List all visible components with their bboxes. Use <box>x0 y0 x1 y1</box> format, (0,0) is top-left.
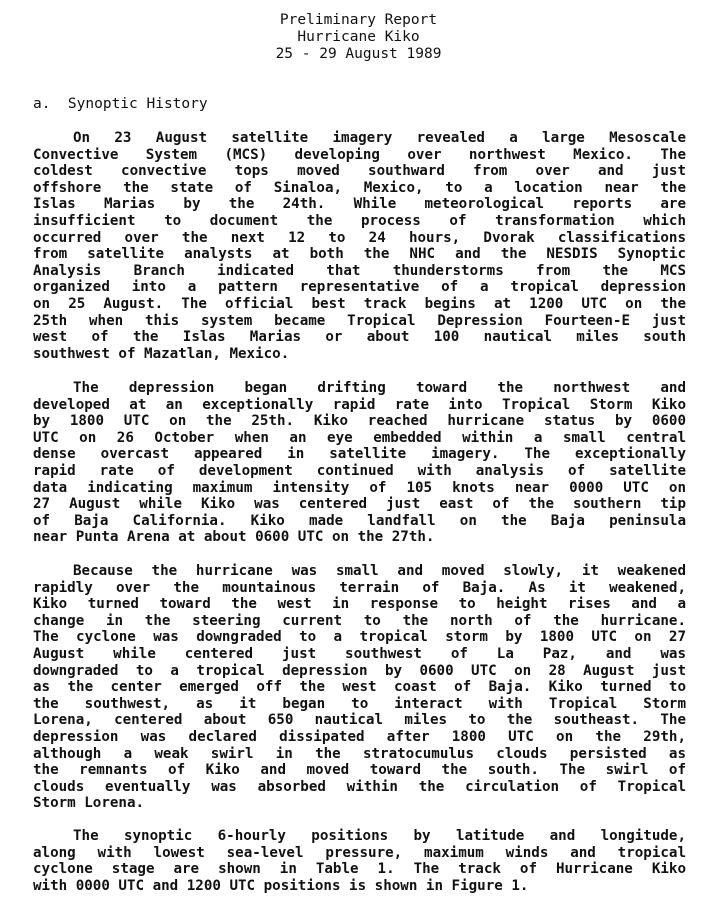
text-line: 27 August while Kiko was centered just east of the southern tip <box>33 496 686 513</box>
text-line: west of the Islas Marias or about 100 nautical miles south <box>33 329 686 346</box>
text-line: The depression began drifting toward the northwest and <box>73 380 686 396</box>
text-line: along with lowest sea-level pressure, maximum winds and tropical <box>33 844 686 861</box>
text-line: change in the steering current to the north of the hurricane. <box>33 612 686 629</box>
text-line: developed at an exceptionally rapid rate into Tropical Storm Kiko <box>33 396 686 413</box>
text-line: the southwest, as it began to interact with Tropical Storm <box>33 695 686 712</box>
text-line: as the center emerged off the west coast of Baja. Kiko turned to <box>33 679 686 696</box>
paragraph-1 <box>33 130 686 362</box>
section-heading: a. Synoptic History <box>33 96 208 112</box>
text-line: rapid rate of development continued with analysis of satellite <box>33 462 686 479</box>
text-line: the remnants of Kiko and moved toward the south. The swirl of <box>33 762 686 779</box>
text-line: near Punta Arena at about 0600 UTC on the 27th. <box>33 529 435 546</box>
text-line: Lorena, centered about 650 nautical miles to the southeast. The <box>33 712 686 729</box>
text-line: by 1800 UTC on the 25th. Kiko reached hurricane status by 0600 <box>33 413 686 430</box>
text-line: The cyclone was downgraded to a tropical storm by 1800 UTC on 27 <box>33 629 686 646</box>
paragraph-3 <box>33 563 686 812</box>
text-line: rapidly over the mountainous terrain of Baja. As it weakened, <box>33 579 686 596</box>
text-line: southwest of Mazatlan, Mexico. <box>33 345 290 362</box>
text-line: Convective System (MCS) developing over northwest Mexico. The <box>33 146 686 163</box>
text-line: coldest convective tops moved southward from over and just <box>33 163 686 180</box>
text-line: organized into a pattern representative of a tropical depression <box>33 279 686 296</box>
text-line: Because the hurricane was small and moved slowly, it weakened <box>73 563 686 579</box>
text-line: August while centered just southwest of La Paz, and was <box>33 645 686 662</box>
paragraph-4 <box>33 828 686 894</box>
text-line: On 23 August satellite imagery revealed a large Mesoscale <box>73 130 686 146</box>
text-line: downgraded to a tropical depression by 0600 UTC on 28 August just <box>33 662 686 679</box>
text-line: although a weak swirl in the stratocumulus clouds persisted as <box>33 745 686 762</box>
text-line: depression was declared dissipated after 1800 UTC on the 29th, <box>33 728 686 745</box>
text-line: on 25 August. The official best track begins at 1200 UTC on the <box>33 295 686 312</box>
text-line: of Baja California. Kiko made landfall on the Baja peninsula <box>33 512 686 529</box>
date-range: 25 - 29 August 1989 <box>275 46 442 62</box>
text-line: Kiko turned toward the west in response to height rises and a <box>33 596 686 613</box>
text-line: Islas Marias by the 24th. While meteorological reports are <box>33 196 686 213</box>
text-line: insufficient to document the process of transformation which <box>33 212 686 229</box>
text-line: UTC on 26 October when an eye embedded within a small central <box>33 429 686 446</box>
text-line: with 0000 UTC and 1200 UTC positions is shown in Figure 1. <box>33 877 529 894</box>
text-line: Analysis Branch indicated that thunderstorms from the MCS <box>33 262 686 279</box>
text-line: from satellite analysts at both the NHC and the NESDIS Synoptic <box>33 246 686 263</box>
report-title: Preliminary Report <box>279 12 438 28</box>
text-line: 25th when this system became Tropical Depression Fourteen-E just <box>33 312 686 329</box>
text-line: data indicating maximum intensity of 105 knots near 0000 UTC on <box>33 479 686 496</box>
storm-name: Hurricane Kiko <box>297 29 420 45</box>
text-line: cyclone stage are shown in Table 1. The track of Hurricane Kiko <box>33 861 686 878</box>
text-line: Storm Lorena. <box>33 795 145 812</box>
text-line: The synoptic 6-hourly positions by latitude and longitude, <box>73 828 686 844</box>
text-line: occurred over the next 12 to 24 hours, Dvorak classifications <box>33 229 686 246</box>
text-line: dense overcast appeared in satellite imagery. The exceptionally <box>33 446 686 463</box>
paragraph-2 <box>33 380 686 546</box>
report-header <box>0 12 717 63</box>
text-line: offshore the state of Sinaloa, Mexico, to a location near the <box>33 179 686 196</box>
text-line: clouds eventually was absorbed within the circulation of Tropical <box>33 778 686 795</box>
